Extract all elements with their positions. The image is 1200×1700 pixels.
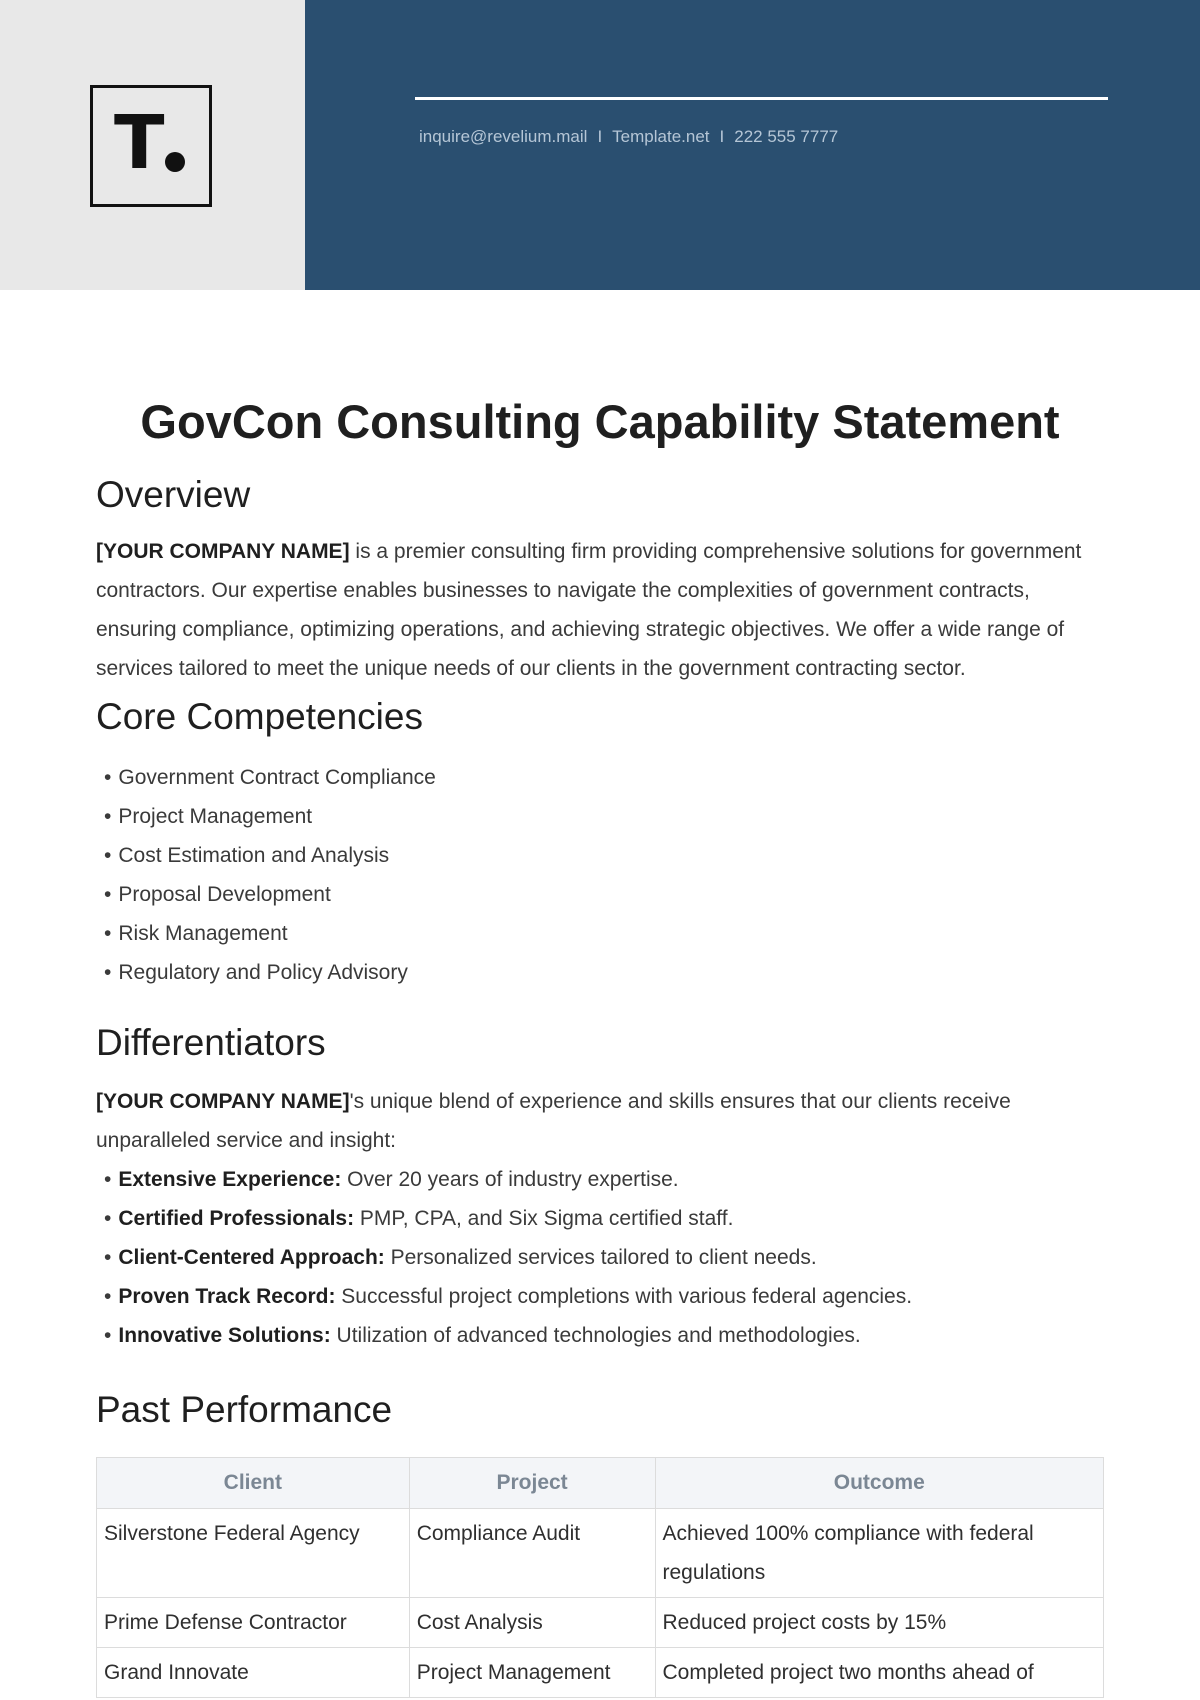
cell-client: Silverstone Federal Agency bbox=[97, 1509, 410, 1598]
list-item-label: Innovative Solutions: bbox=[118, 1324, 331, 1347]
list-item: • Government Contract Compliance bbox=[104, 758, 1104, 797]
table-row bbox=[97, 1509, 1104, 1598]
overview-heading: Overview bbox=[96, 474, 251, 515]
list-item bbox=[104, 1238, 1104, 1277]
column-header-client: Client bbox=[97, 1458, 410, 1509]
differentiators-intro-text: 's unique blend of experience and skills ensures that our clients receive unparalleled service and insight: bbox=[96, 1090, 1011, 1152]
company-name: [YOUR COMPANY NAME] bbox=[96, 540, 350, 563]
cell-project: Cost Analysis bbox=[409, 1598, 655, 1648]
header-divider bbox=[415, 97, 1108, 100]
cell-outcome: Achieved 100% compliance with federal regulations bbox=[655, 1509, 1104, 1598]
list-item: • Proposal Development bbox=[104, 875, 1104, 914]
contact-email[interactable]: inquire@revelium.mail bbox=[419, 127, 588, 146]
cell-outcome: Reduced project costs by 15% bbox=[655, 1598, 1104, 1648]
list-item bbox=[104, 1316, 1104, 1355]
core-competencies-heading: Core Competencies bbox=[96, 696, 423, 737]
list-item bbox=[104, 1160, 1104, 1199]
table-row bbox=[97, 1648, 1104, 1698]
list-item: • Risk Management bbox=[104, 914, 1104, 953]
column-header-project: Project bbox=[409, 1458, 655, 1509]
column-header-outcome: Outcome bbox=[655, 1458, 1104, 1509]
differentiators-heading: Differentiators bbox=[96, 1022, 326, 1063]
overview-text: is a premier consulting firm providing comprehensive solutions for government contractors. Our expertise enables businesses to navigate the complexities of government contracts, ensuring compliance, optimizing operations, and achieving strategic objectives. We offer a wide range of services tailored to meet the unique needs of our clients in the government contracting sector. bbox=[96, 540, 1082, 680]
header-banner bbox=[0, 0, 1200, 290]
document-body bbox=[96, 390, 1104, 1698]
company-name: [YOUR COMPANY NAME] bbox=[96, 1090, 350, 1113]
list-item-text: Over 20 years of industry expertise. bbox=[341, 1168, 679, 1191]
contact-website[interactable]: Template.net bbox=[612, 127, 710, 146]
list-item-text: PMP, CPA, and Six Sigma certified staff. bbox=[354, 1207, 734, 1230]
logo bbox=[90, 85, 212, 207]
contact-separator: I bbox=[597, 127, 603, 146]
table-header-row bbox=[97, 1458, 1104, 1509]
past-performance-heading: Past Performance bbox=[96, 1389, 393, 1430]
page-title: GovCon Consulting Capability Statement bbox=[140, 395, 1060, 448]
contact-separator: I bbox=[719, 127, 725, 146]
contact-info bbox=[419, 127, 838, 147]
cell-client: Grand Innovate bbox=[97, 1648, 410, 1698]
list-item-label: Certified Professionals: bbox=[118, 1207, 355, 1230]
cell-project: Compliance Audit bbox=[409, 1509, 655, 1598]
core-competencies-list bbox=[96, 758, 1104, 992]
cell-outcome: Completed project two months ahead of bbox=[655, 1648, 1104, 1698]
list-item bbox=[104, 1199, 1104, 1238]
cell-client: Prime Defense Contractor bbox=[97, 1598, 410, 1648]
past-performance-table bbox=[96, 1457, 1104, 1698]
list-item-label: Extensive Experience: bbox=[118, 1168, 342, 1191]
list-item-label: Client-Centered Approach: bbox=[118, 1246, 385, 1269]
list-item: • Regulatory and Policy Advisory bbox=[104, 953, 1104, 992]
contact-panel bbox=[305, 0, 1200, 290]
list-item: • Project Management bbox=[104, 797, 1104, 836]
list-item: • Cost Estimation and Analysis bbox=[104, 836, 1104, 875]
overview-paragraph bbox=[96, 532, 1104, 688]
logo-dot bbox=[165, 152, 185, 172]
list-item-text: Utilization of advanced technologies and methodologies. bbox=[330, 1324, 861, 1347]
contact-phone[interactable]: 222 555 7777 bbox=[734, 127, 839, 146]
list-item bbox=[104, 1277, 1104, 1316]
list-item-label: Proven Track Record: bbox=[118, 1285, 336, 1308]
list-item-text: Personalized services tailored to client needs. bbox=[384, 1246, 817, 1269]
differentiators-list bbox=[96, 1160, 1104, 1355]
list-item-text: Successful project completions with various federal agencies. bbox=[335, 1285, 913, 1308]
table-row bbox=[97, 1598, 1104, 1648]
cell-project: Project Management bbox=[409, 1648, 655, 1698]
logo-letter: T bbox=[114, 100, 165, 186]
differentiators-intro bbox=[96, 1082, 1104, 1160]
logo-panel bbox=[0, 0, 305, 290]
